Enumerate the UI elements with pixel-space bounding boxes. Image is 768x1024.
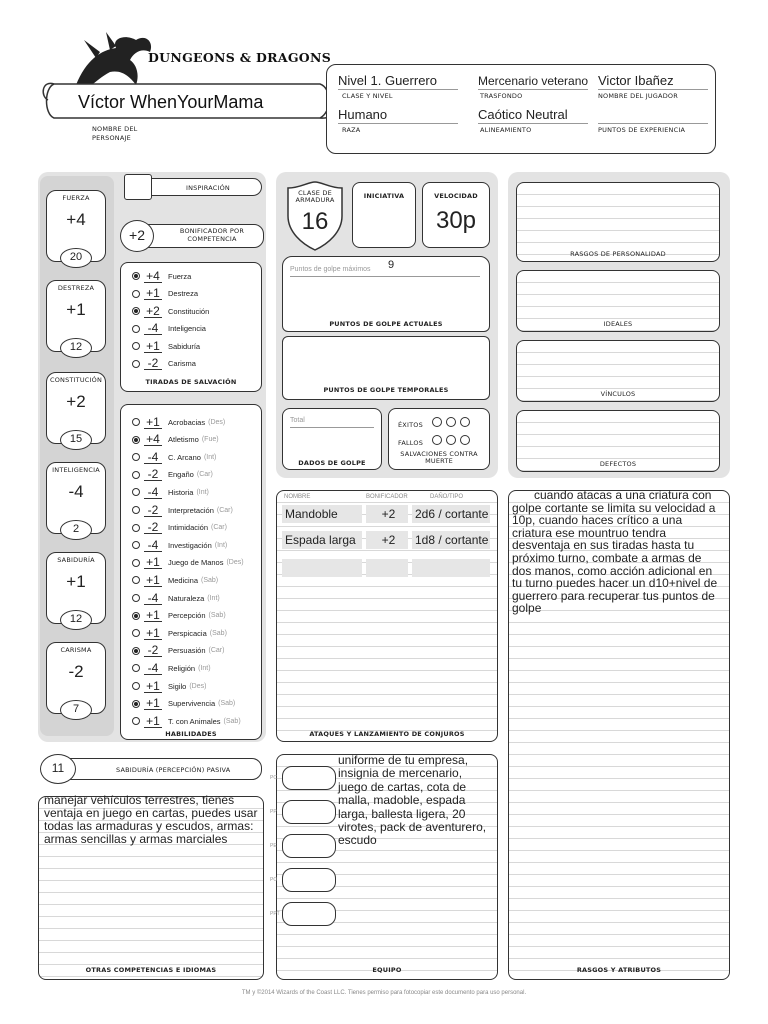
skill-row[interactable] (132, 432, 219, 448)
attacks-label: ATAQUES Y LANZAMIENTO DE CONJUROS (309, 730, 465, 738)
skill-name: Naturaleza (168, 593, 205, 603)
footer-copyright: TM y ©2014 Wizards of the Coast LLC. Tienes permiso para fotocopiar este documento para uso personal. (241, 990, 527, 996)
skill-name: Engaño (168, 470, 194, 480)
coin-label: PO (270, 877, 278, 883)
ability-score[interactable]: 12 (60, 338, 92, 358)
skill-attribute: (Int) (198, 664, 211, 672)
saving-throws-title: TIRADAS DE SALVACIÓN (145, 378, 237, 386)
skill-mod[interactable]: +1 (144, 697, 162, 710)
ability-strength: FUERZA +4 20 (42, 186, 110, 268)
character-name-label: NOMBRE DEL PERSONAJE (92, 125, 138, 142)
attacks-col-bonus: BONIFICADOR (366, 494, 408, 500)
proficiency-dot[interactable] (132, 594, 140, 602)
coin-box[interactable] (282, 800, 336, 824)
skill-row[interactable] (132, 467, 213, 483)
passive-perception-value[interactable]: 11 (40, 754, 76, 784)
skill-attribute: (Car) (211, 524, 227, 532)
coin-label: PP (270, 809, 277, 815)
personality-traits-label: RASGOS DE PERSONALIDAD (570, 250, 666, 258)
other-proficiencies-text[interactable]: manejar vehículos terrestres, tienes ventaja en juego en cartas, puedes usar todas las armaduras y escudos, armas: armas sencillas y armas marciales (44, 793, 258, 846)
skill-attribute: (Sab) (201, 576, 219, 584)
skill-name: Historia (168, 487, 194, 497)
ability-score[interactable]: 2 (60, 520, 92, 540)
attack-row-3-name[interactable] (282, 559, 362, 577)
skill-name: Interpretación (168, 505, 214, 515)
proficiency-dot[interactable] (132, 700, 140, 708)
proficiency-label: BONIFICADOR POR COMPETENCIA (179, 227, 245, 243)
ability-modifier[interactable]: -4 (68, 482, 84, 501)
ability-score[interactable]: 12 (60, 610, 92, 630)
character-name[interactable]: Víctor WhenYourMama (78, 92, 264, 112)
saving-throw-name: Carisma (168, 359, 196, 368)
proficiency-dot[interactable] (132, 342, 140, 350)
skill-row[interactable] (132, 555, 244, 571)
skill-row[interactable] (132, 414, 225, 430)
coin-label: PPT (270, 911, 280, 917)
ability-modifier[interactable]: +1 (66, 300, 86, 319)
skill-name: Investigación (168, 540, 212, 550)
class-level-value[interactable]: Nivel 1. Guerrero (338, 73, 437, 88)
skill-row[interactable] (132, 643, 224, 659)
skill-name: Juego de Manos (168, 558, 224, 568)
hp-temp-label: PUNTOS DE GOLPE TEMPORALES (323, 386, 449, 394)
skill-mod[interactable]: +1 (144, 574, 162, 587)
skill-mod[interactable]: -4 (144, 486, 162, 499)
skill-mod[interactable]: -2 (144, 521, 162, 534)
attacks-col-name: NOMBRE (284, 494, 311, 500)
inspiration-checkbox[interactable] (124, 174, 152, 200)
skill-attribute: (Des) (208, 418, 226, 426)
death-successes-label: ÉXITOS (398, 421, 423, 429)
proficiency-dot[interactable] (132, 612, 140, 620)
skill-attribute: (Sab) (209, 629, 227, 637)
features-label: RASGOS Y ATRIBUTOS (576, 966, 662, 974)
ability-score[interactable]: 7 (60, 700, 92, 720)
skill-attribute: (Fue) (201, 436, 219, 444)
skill-mod[interactable]: +1 (144, 715, 162, 728)
ability-score[interactable]: 20 (60, 248, 92, 268)
death-successes-checks[interactable] (432, 417, 470, 427)
other-proficiencies-label: OTRAS COMPETENCIAS E IDIOMAS (85, 966, 217, 974)
saving-throw-row[interactable] (132, 356, 196, 372)
attack-row-3-bonus[interactable] (366, 559, 408, 577)
skill-mod[interactable]: +1 (144, 416, 162, 429)
proficiency-dot[interactable] (132, 506, 140, 514)
proficiency-dot[interactable] (132, 307, 140, 315)
skill-attribute: (Des) (226, 559, 244, 567)
hp-max-label: Puntos de golpe máximos (290, 266, 371, 273)
saving-throw-mod[interactable]: +1 (144, 340, 162, 353)
passive-perception-field (40, 754, 264, 784)
ideals-label: IDEALES (603, 320, 633, 328)
ability-wisdom: SABIDURÍA +1 12 (42, 548, 110, 630)
ability-constitution: CONSTITUCIÓN +2 15 (42, 368, 110, 450)
attack-row-2-name[interactable]: Espada larga (282, 531, 362, 549)
coin-box[interactable] (282, 868, 336, 892)
race-label: RAZA (342, 126, 361, 134)
skill-mod[interactable]: +1 (144, 627, 162, 640)
skill-mod[interactable]: -2 (144, 468, 162, 481)
skill-name: Intimidación (168, 523, 209, 533)
alignment-value[interactable]: Caótico Neutral (478, 107, 568, 122)
proficiency-dot[interactable] (132, 717, 140, 725)
skill-attribute: (Int) (203, 453, 217, 461)
logo-text: DUNGEONS & DRAGONS (148, 50, 332, 65)
proficiency-dot[interactable] (132, 629, 140, 637)
background-label: TRASFONDO (480, 92, 523, 100)
death-failures-checks[interactable] (432, 435, 470, 445)
saving-throw-mod[interactable]: -4 (144, 322, 162, 335)
attack-row-1-bonus[interactable]: +2 (366, 505, 408, 523)
saving-throw-name: Inteligencia (168, 324, 206, 333)
features-text[interactable]: cuando atacas a una criatura con golpe cortante se limita su velocidad a 10p, cuando haces crítico a una criatura ese mountruo tendra desventaja en sus tiradas hasta tu próximo turno, combate a armas de dos manos, como acción adicional en tu turno puedes hacer un d10+nivel de guerrero para recuperar tus puntos de golpe (512, 488, 718, 616)
saving-throw-row[interactable] (132, 321, 206, 337)
attack-row-1-damage[interactable]: 2d6 / cortante (412, 505, 490, 523)
proficiency-dot[interactable] (132, 664, 140, 672)
proficiency-value[interactable]: +2 (120, 220, 154, 252)
ability-modifier[interactable]: +2 (66, 392, 86, 411)
proficiency-dot[interactable] (132, 325, 140, 333)
skill-row[interactable] (132, 660, 211, 676)
proficiency-dot[interactable] (132, 524, 140, 532)
saving-throw-mod[interactable]: +2 (144, 305, 162, 318)
skill-row[interactable] (132, 520, 227, 536)
skill-name: T. con Animales (168, 716, 221, 726)
skill-attribute: (Int) (207, 594, 220, 602)
saving-throw-name: Fuerza (168, 271, 192, 281)
speed-label: VELOCIDAD (434, 192, 478, 200)
ability-dexterity: DESTREZA +1 12 (42, 276, 110, 358)
ability-modifier[interactable]: -2 (68, 662, 84, 681)
ability-intelligence: INTELIGENCIA -4 2 (42, 458, 110, 540)
saving-throw-row[interactable] (132, 303, 209, 319)
armor-class-value[interactable]: 16 (301, 208, 329, 235)
skill-mod[interactable]: +1 (144, 556, 162, 569)
skill-attribute: (Sab) (223, 717, 241, 725)
skill-name: Perspicacia (168, 628, 207, 638)
skill-mod[interactable]: +1 (144, 609, 162, 622)
skill-row[interactable] (132, 696, 235, 712)
skills-title: HABILIDADES (165, 730, 217, 738)
hp-current-label: PUNTOS DE GOLPE ACTUALES (329, 320, 443, 328)
proficiency-dot[interactable] (132, 541, 140, 549)
skill-attribute: (Int) (214, 541, 228, 549)
skill-mod[interactable]: -4 (144, 539, 162, 552)
skill-row[interactable] (132, 502, 233, 518)
proficiency-dot[interactable] (132, 436, 140, 444)
initiative-label: INICIATIVA (363, 192, 405, 200)
speed-value[interactable]: 30p (435, 207, 477, 234)
skill-name: Percepción (168, 611, 206, 621)
race-value[interactable]: Humano (338, 107, 388, 122)
skill-row[interactable] (132, 678, 206, 694)
skill-attribute: (Sab) (208, 612, 226, 620)
attack-row-2-damage[interactable]: 1d8 / cortante (412, 531, 490, 549)
flaws-label: DEFECTOS (599, 460, 637, 468)
skill-attribute: (Int) (196, 488, 209, 496)
saving-throw-mod[interactable]: -2 (144, 357, 162, 370)
skill-mod[interactable]: -2 (144, 504, 162, 517)
skill-row[interactable] (132, 537, 227, 553)
proficiency-dot[interactable] (132, 418, 140, 426)
ability-charisma: CARISMA -2 7 (42, 638, 110, 720)
ability-score[interactable]: 15 (60, 430, 92, 450)
saving-throw-name: Sabiduría (168, 341, 201, 351)
saving-throw-mod[interactable]: +1 (144, 287, 162, 300)
proficiency-dot[interactable] (132, 272, 140, 280)
death-failures-label: FALLOS (398, 439, 424, 447)
ability-modifier[interactable]: +1 (66, 572, 86, 591)
skill-mod[interactable]: +4 (144, 433, 162, 446)
proficiency-dot[interactable] (132, 471, 140, 479)
hp-max-value[interactable]: 9 (388, 259, 395, 271)
hit-dice-label: DADOS DE GOLPE (298, 459, 366, 467)
skill-name: Medicina (168, 575, 199, 585)
saving-throw-row[interactable] (132, 338, 200, 354)
proficiency-dot[interactable] (132, 488, 140, 496)
skill-row[interactable] (132, 590, 220, 606)
skill-mod[interactable]: -4 (144, 592, 162, 605)
ability-modifier[interactable]: +4 (66, 210, 86, 229)
skill-mod[interactable]: -2 (144, 644, 162, 657)
saving-throw-row[interactable] (132, 268, 191, 284)
attack-row-2-bonus[interactable]: +2 (366, 531, 408, 549)
proficiency-dot[interactable] (132, 682, 140, 690)
player-name-label: NOMBRE DEL JUGADOR (598, 92, 678, 100)
proficiency-field (120, 220, 266, 252)
inspiration-field (124, 174, 264, 200)
equipment-label: EQUIPO (372, 966, 402, 974)
attacks-col-damage: DAÑO/TIPO (430, 494, 464, 500)
skill-name: Supervivencia (168, 699, 216, 709)
coin-box[interactable] (282, 902, 336, 926)
skill-attribute: (Car) (216, 506, 233, 514)
proficiency-dot[interactable] (132, 576, 140, 584)
equipment-text[interactable]: uniforme de tu empresa, insignia de mercenario, juego de cartas, cota de malla, madoble, espada larga, ballesta ligera, 20 virotes, pack de aventurero, escudo (338, 753, 487, 848)
skill-name: Religión (168, 663, 196, 673)
attack-row-3-damage[interactable] (412, 559, 490, 577)
proficiency-dot[interactable] (132, 559, 140, 567)
bonds-label: VÍNCULOS (600, 390, 636, 398)
death-saves-label: SALVACIONES CONTRA MUERTE (400, 450, 478, 465)
coin-box[interactable] (282, 766, 336, 790)
coin-label: PE (270, 843, 277, 849)
skill-row[interactable] (132, 484, 209, 500)
skill-name: Sigilo (168, 681, 187, 691)
skill-mod[interactable]: +1 (144, 680, 162, 693)
saving-throw-mod[interactable]: +4 (144, 270, 162, 283)
saving-throw-row[interactable] (132, 286, 198, 302)
skill-row[interactable] (132, 449, 216, 465)
coin-label: PC (270, 775, 277, 781)
skill-attribute: (Sab) (218, 700, 236, 708)
coin-box[interactable] (282, 834, 336, 858)
proficiency-dot[interactable] (132, 453, 140, 461)
skill-mod[interactable]: -4 (144, 662, 162, 675)
armor-class-label: CLASE DE ARMADURA (295, 189, 335, 204)
skill-attribute: (Des) (189, 682, 207, 690)
skill-name: Atletismo (168, 435, 199, 445)
inspiration-label: INSPIRACIÓN (186, 184, 230, 192)
attacks-box (276, 490, 498, 742)
alignment-label: ALINEAMIENTO (480, 126, 532, 134)
skill-attribute: (Car) (196, 471, 213, 479)
background-value[interactable]: Mercenario veterano (478, 74, 589, 88)
skill-attribute: (Car) (208, 647, 225, 655)
skill-row[interactable] (132, 625, 227, 641)
skill-mod[interactable]: -4 (144, 451, 162, 464)
player-name-value[interactable]: Victor Ibañez (598, 73, 674, 88)
saving-throw-name: Destreza (168, 289, 199, 298)
proficiency-dot[interactable] (132, 360, 140, 368)
skill-name: C. Arcano (168, 452, 201, 462)
saving-throw-name: Constitución (168, 306, 210, 316)
hit-dice-total-label: Total (290, 417, 305, 424)
skill-row[interactable] (132, 608, 226, 624)
skill-name: Persuasión (168, 646, 206, 656)
skill-name: Acrobacias (168, 417, 206, 427)
attack-row-1-name[interactable]: Mandoble (282, 505, 362, 523)
skill-row[interactable] (132, 572, 218, 588)
proficiency-dot[interactable] (132, 290, 140, 298)
skill-row[interactable] (132, 713, 241, 729)
xp-label: PUNTOS DE EXPERIENCIA (598, 126, 686, 134)
class-level-label: CLASE Y NIVEL (342, 92, 393, 100)
passive-perception-label: SABIDURÍA (PERCEPCIÓN) PASIVA (116, 766, 231, 774)
proficiency-dot[interactable] (132, 647, 140, 655)
